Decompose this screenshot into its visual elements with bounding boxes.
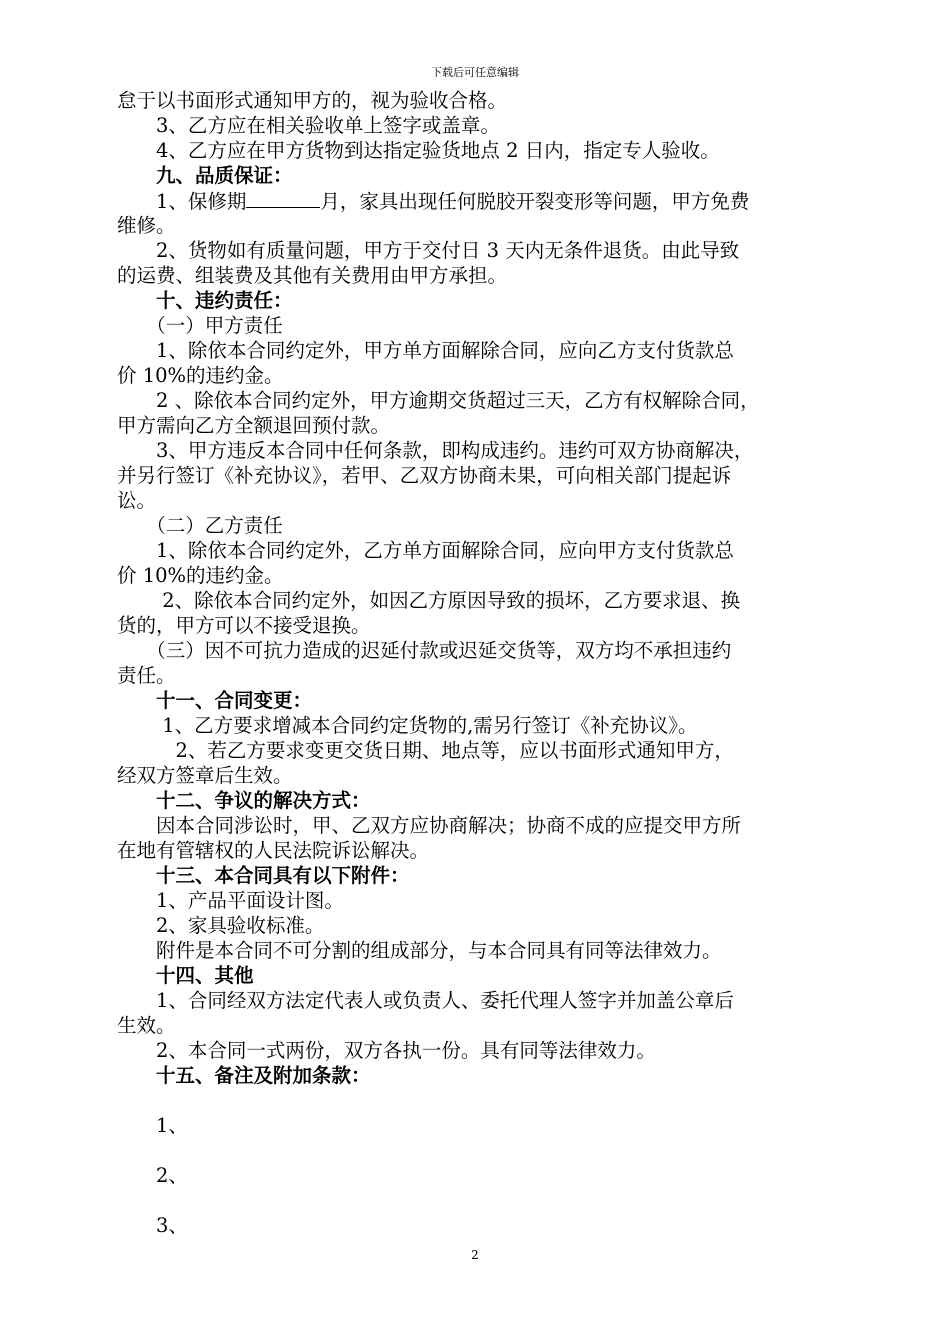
text-line (117, 363, 845, 388)
section-heading (117, 688, 845, 713)
text-line (117, 763, 845, 788)
text-line (117, 813, 845, 838)
line-text: 并另行签订《补充协议》，若甲、乙双方协商未果，可向相关部门提起诉 (117, 464, 732, 487)
text-line (117, 1038, 845, 1063)
line-text: 2 、除依本合同约定外，甲方逾期交货超过三天，乙方有权解除合同， (117, 389, 760, 412)
text-line (117, 1088, 845, 1113)
text-line (117, 1138, 845, 1163)
line-text: 经双方签章后生效。 (117, 764, 293, 787)
line-text: 1、 (117, 1114, 188, 1137)
text-line (117, 663, 845, 688)
line-text: 九、品质保证： (117, 164, 293, 187)
text-line (117, 188, 845, 213)
text-line (117, 338, 845, 363)
text-line (117, 263, 845, 288)
text-line (117, 138, 845, 163)
section-heading (117, 1063, 845, 1088)
line-text: 1、除依本合同约定外，乙方单方面解除合同，应向甲方支付货款总 (117, 539, 734, 562)
line-text: 怠于以书面形式通知甲方的，视为验收合格。 (117, 89, 508, 112)
section-heading (117, 163, 845, 188)
document-body (117, 88, 845, 1238)
text-line (117, 938, 845, 963)
text-line (117, 588, 845, 613)
line-text: 十一、合同变更： (117, 689, 313, 712)
section-heading (117, 963, 845, 988)
line-text: 维修。 (117, 214, 176, 237)
section-heading (117, 788, 845, 813)
section-heading (117, 863, 845, 888)
line-text: 甲方需向乙方全额退回预付款。 (117, 414, 391, 437)
line-text: 十二、争议的解决方式： (117, 789, 371, 812)
line-text: （三）因不可抗力造成的迟延付款或迟延交货等，双方均不承担违约 (117, 639, 732, 662)
text-line (117, 538, 845, 563)
line-text: 1、保修期 (117, 190, 247, 213)
line-text: 的运费、组装费及其他有关费用由甲方承担。 (117, 264, 508, 287)
line-text-continued: 月，家具出现任何脱胶开裂变形等问题，甲方免费 (320, 190, 750, 213)
line-text: 1、乙方要求增减本合同约定货物的,需另行签订《补充协议》。 (117, 714, 698, 737)
text-line (117, 438, 845, 463)
line-text: 因本合同涉讼时，甲、乙双方应协商解决；协商不成的应提交甲方所 (117, 814, 742, 837)
text-line (117, 713, 845, 738)
text-line (117, 463, 845, 488)
line-text: 4、乙方应在甲方货物到达指定验货地点 2 日内，指定专人验收。 (117, 139, 720, 162)
line-text: 附件是本合同不可分割的组成部分，与本合同具有同等法律效力。 (117, 939, 722, 962)
line-text: 货的，甲方可以不接受退换。 (117, 614, 371, 637)
line-text: 1、产品平面设计图。 (117, 889, 344, 912)
text-line (117, 1013, 845, 1038)
text-line (117, 913, 845, 938)
page-number: 2 (471, 1248, 479, 1262)
text-line (117, 488, 845, 513)
line-text: （一）甲方责任 (117, 314, 283, 337)
text-line (117, 1188, 845, 1213)
line-text: 2、家具验收标准。 (117, 914, 325, 937)
text-line (117, 638, 845, 663)
text-line (117, 1213, 845, 1238)
text-line (117, 1163, 845, 1188)
text-line (117, 563, 845, 588)
line-text: 3、甲方违反本合同中任何条款，即构成违约。违约可双方协商解决， (117, 439, 754, 462)
text-line (117, 388, 845, 413)
line-text: 1、除依本合同约定外，甲方单方面解除合同，应向乙方支付货款总 (117, 339, 734, 362)
text-line (117, 113, 845, 138)
text-line (117, 613, 845, 638)
fill-in-blank (246, 188, 320, 208)
line-text: 在地有管辖权的人民法院诉讼解决。 (117, 839, 430, 862)
line-text: 1、合同经双方法定代表人或负责人、委托代理人签字并加盖公章后 (117, 989, 734, 1012)
line-text: 2、 (117, 1164, 188, 1187)
line-text: 价 10%的违约金。 (117, 364, 284, 387)
line-text: （二）乙方责任 (117, 514, 283, 537)
text-line (117, 738, 845, 763)
text-line (117, 1113, 845, 1138)
line-text: 2、货物如有质量问题，甲方于交付日 3 天内无条件退货。由此导致 (117, 239, 740, 262)
line-text: 讼。 (117, 489, 157, 512)
text-line (117, 313, 845, 338)
line-text: 十三、本合同具有以下附件： (117, 864, 410, 887)
line-text: 生效。 (117, 1014, 176, 1037)
line-text: 责任。 (117, 664, 176, 687)
line-text: 十五、备注及附加条款： (117, 1064, 371, 1087)
text-line (117, 88, 845, 113)
line-text: 2、本合同一式两份，双方各执一份。具有同等法律效力。 (117, 1039, 656, 1062)
text-line (117, 213, 845, 238)
line-text: 3、乙方应在相关验收单上签字或盖章。 (117, 114, 500, 137)
line-text: 十、违约责任： (117, 289, 293, 312)
text-line (117, 413, 845, 438)
text-line (117, 988, 845, 1013)
section-heading (117, 288, 845, 313)
text-line (117, 513, 845, 538)
line-text: 十四、其他 (117, 964, 254, 987)
line-text: 2、除依本合同约定外，如因乙方原因导致的损坏，乙方要求退、换 (117, 589, 741, 612)
line-text: 2、若乙方要求变更交货日期、地点等，应以书面形式通知甲方， (117, 739, 734, 762)
text-line (117, 888, 845, 913)
line-text: 3、 (117, 1214, 188, 1237)
line-text: 价 10%的违约金。 (117, 564, 284, 587)
page-header: 下载后可任意编辑 (431, 66, 519, 79)
text-line (117, 838, 845, 863)
text-line (117, 238, 845, 263)
